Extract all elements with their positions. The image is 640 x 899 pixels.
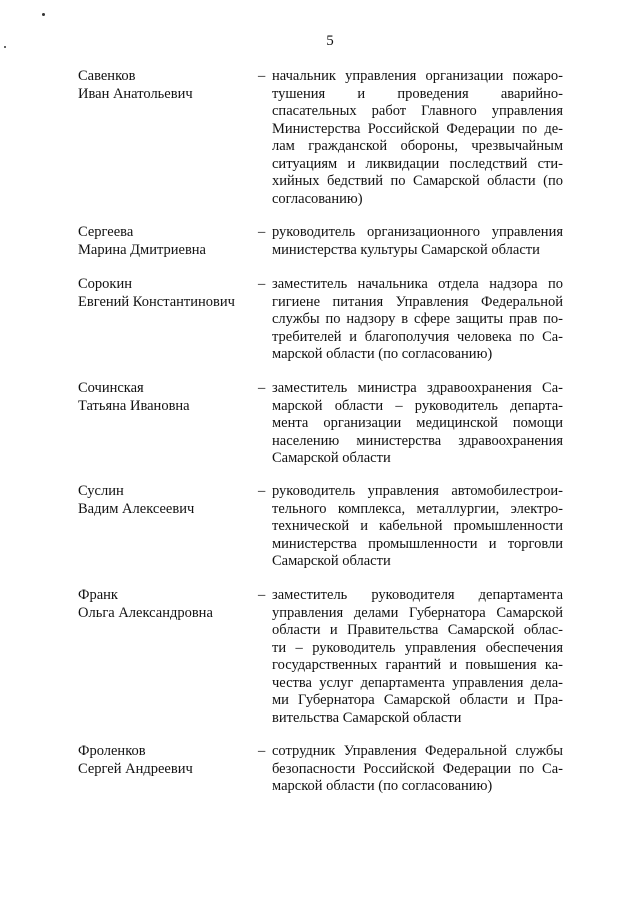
entry-dash: – [258, 68, 266, 84]
member-name [78, 743, 258, 778]
role-line: министерства культуры Самарской области [272, 241, 540, 258]
role-line: ти – руководитель управления обеспечения [272, 639, 563, 656]
role-line: требителей и благополучия человека по Са- [272, 328, 563, 345]
role-line: тельного комплекса, металлургии, электро- [272, 500, 563, 517]
member-name [78, 380, 258, 415]
entry-dash: – [258, 276, 266, 292]
role-line: управления делами Губернатора Самарской [272, 604, 563, 621]
entry-dash: – [258, 587, 266, 603]
role-line: вительства Самарской области [272, 709, 462, 726]
role-line: заместитель руководителя департамента [272, 587, 563, 603]
member-name [78, 68, 258, 103]
member-role [272, 587, 563, 727]
entry-dash: – [258, 743, 266, 759]
member-given-names: Марина Дмитриевна [78, 241, 206, 258]
member-surname: Фроленков [78, 743, 146, 759]
role-line: области и Правительства Самарской облас- [272, 622, 563, 638]
role-line: тушения и проведения аварийно- [272, 85, 563, 102]
role-line: министерства промышленности и торговли [272, 535, 563, 552]
page-number: 5 [326, 33, 334, 49]
member-role [272, 276, 563, 364]
member-name [78, 587, 258, 622]
role-line: руководитель управления автомобилестрои- [272, 483, 563, 499]
member-role [272, 483, 563, 571]
role-line: марской области (по согласованию) [272, 346, 493, 362]
member-role [272, 224, 563, 259]
member-surname: Франк [78, 587, 118, 603]
role-line: сотрудник Управления Федеральной службы [272, 743, 563, 759]
role-line: Самарской области [272, 450, 391, 466]
role-line: заместитель министра здравоохранения Са- [272, 380, 563, 396]
member-given-names: Вадим Алексеевич [78, 500, 195, 517]
member-surname: Сорокин [78, 276, 132, 292]
role-line: безопасности Российской Федерации по Са- [272, 760, 563, 777]
scan-speck [42, 13, 45, 16]
role-line: хийных бедствий по Самарской области (по [272, 173, 563, 189]
role-line: государственных гарантий и повышения ка- [272, 657, 563, 673]
member-role [272, 380, 563, 468]
entry-dash: – [258, 224, 266, 240]
member-given-names: Евгений Константинович [78, 293, 235, 310]
member-name [78, 276, 258, 311]
member-given-names: Сергей Андреевич [78, 760, 193, 777]
role-line: заместитель начальника отдела надзора по [272, 276, 563, 292]
member-surname: Сергеева [78, 224, 134, 240]
role-line: мента организации медицинской помощи [272, 415, 563, 431]
member-given-names: Ольга Александровна [78, 604, 213, 621]
role-line: гигиене питания Управления Федеральной [272, 293, 563, 310]
member-surname: Сочинская [78, 380, 144, 396]
member-role [272, 68, 563, 208]
role-line: согласованию) [272, 190, 363, 207]
role-line: руководитель организационного управления [272, 224, 563, 240]
role-line: технической и кабельной промышленности [272, 518, 563, 534]
member-name [78, 224, 258, 259]
entry-dash: – [258, 380, 266, 396]
role-line: службы по надзору в сфере защиты прав по- [272, 311, 563, 327]
role-line: спасательных работ Главного управления [272, 103, 563, 119]
member-given-names: Татьяна Ивановна [78, 397, 190, 414]
role-line: ситуациям и ликвидации последствий сти- [272, 155, 563, 172]
entry-dash: – [258, 483, 266, 499]
role-line: лам гражданской обороны, чрезвычайным [272, 138, 563, 154]
member-role [272, 743, 563, 796]
member-surname: Суслин [78, 483, 124, 499]
role-line: Самарской области [272, 553, 391, 569]
role-line: начальник управления организации пожаро- [272, 68, 563, 84]
role-line: марской области – руководитель департа- [272, 397, 563, 414]
member-given-names: Иван Анатольевич [78, 85, 193, 102]
role-line: марской области (по согласованию) [272, 778, 493, 794]
role-line: чества услуг департамента управления дела- [272, 674, 563, 691]
member-name [78, 483, 258, 518]
role-line: ми Губернатора Самарской области и Пра- [272, 692, 563, 708]
role-line: населению министерства здравоохранения [272, 432, 563, 449]
role-line: Министерства Российской Федерации по де- [272, 120, 563, 137]
member-surname: Савенков [78, 68, 136, 84]
